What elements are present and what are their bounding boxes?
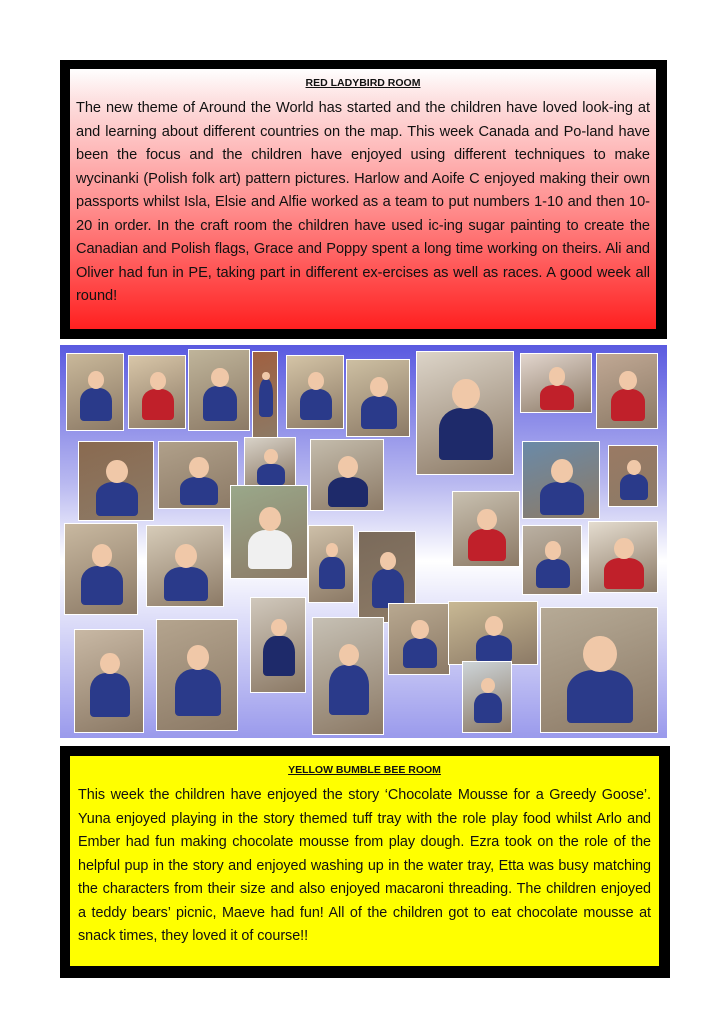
collage-photo	[522, 525, 582, 595]
photo-child-uniform	[328, 477, 368, 507]
photo-child-face	[211, 368, 228, 387]
photo-child-uniform	[468, 529, 506, 561]
collage-photo	[596, 353, 658, 429]
photo-child-uniform	[540, 385, 574, 410]
photo-child-face	[187, 645, 210, 670]
photo-child-uniform	[567, 670, 633, 723]
photo-child-face	[551, 459, 573, 483]
photo-child-face	[175, 544, 197, 568]
collage-photo	[64, 523, 138, 615]
collage-photo	[250, 597, 306, 693]
photo-child-uniform	[81, 566, 122, 605]
photo-child-uniform	[476, 635, 512, 662]
photo-child-face	[150, 372, 166, 390]
photo-child-uniform	[439, 408, 494, 460]
yellow-bumble-bee-room-panel	[60, 746, 670, 978]
photo-child-uniform	[611, 389, 646, 421]
photo-child-face	[549, 367, 566, 385]
photo-child-face	[339, 644, 359, 666]
collage-photo	[66, 353, 124, 431]
photo-child-uniform	[248, 530, 292, 569]
photo-child-uniform	[257, 464, 285, 485]
photo-child-uniform	[203, 386, 238, 420]
photo-child-face	[452, 379, 479, 409]
yellow-bumble-bee-room-heading: YELLOW BUMBLE BEE ROOM	[288, 764, 441, 776]
photo-child-uniform	[536, 559, 570, 588]
photo-child-face	[380, 552, 396, 570]
collage-photo	[128, 355, 186, 429]
collage-photo	[388, 603, 450, 675]
red-ladybird-room-heading: RED LADYBIRD ROOM	[305, 77, 421, 89]
red-ladybird-room-panel	[60, 60, 667, 339]
photo-child-uniform	[319, 557, 345, 590]
photo-child-face	[370, 377, 388, 397]
collage-photo	[146, 525, 224, 607]
collage-photo	[462, 661, 512, 733]
collage-photo	[156, 619, 238, 731]
collage-photo	[416, 351, 514, 475]
photo-child-face	[583, 636, 616, 672]
collage-photo	[158, 441, 238, 509]
collage-photo	[308, 525, 354, 603]
collage-photo	[452, 491, 520, 567]
photo-child-uniform	[361, 396, 397, 429]
photo-child-uniform	[142, 389, 174, 420]
collage-photo	[244, 437, 296, 487]
photo-child-uniform	[175, 669, 221, 716]
photo-child-face	[189, 457, 208, 478]
collage-photo	[346, 359, 410, 437]
photo-child-uniform	[300, 389, 332, 420]
photo-child-face	[100, 653, 120, 675]
collage-photo	[74, 629, 144, 733]
collage-photo	[588, 521, 658, 593]
photo-child-face	[264, 449, 278, 464]
collage-photo	[252, 351, 278, 441]
photo-child-uniform	[80, 388, 112, 421]
photo-child-uniform	[90, 673, 129, 717]
photo-child-face	[614, 538, 634, 560]
collage-photo	[608, 445, 658, 507]
photo-child-uniform	[474, 693, 502, 723]
photo-child-face	[271, 619, 287, 636]
photo-child-face	[485, 616, 503, 636]
photo-child-face	[88, 371, 104, 389]
photo-child-face	[627, 460, 641, 475]
photo-child-uniform	[403, 638, 438, 668]
red-ladybird-room-text: The new theme of Around the World has started and the children have loved look-ing at and learning about different countries on the map. This week Canada and Po-land have been the focus and the children have enjoyed using different techniques to make wycinanki (Polish folk art) pattern pictures. Harlow and Aoife C enjoyed making their own passports whilst Isla, Elsie and Alfie worked as a team to put numbers 1-10 and then 10-20 in order. In the craft room the children have used ic-ing sugar painting to create the Canadian and Polish flags, Grace and Poppy spent a long time working on theirs. Ali and Oliver had fun in PE, taking part in different ex-ercises as well as races. A good week all round!	[76, 100, 650, 304]
photo-child-face	[106, 460, 127, 483]
red-ladybird-room-box	[70, 69, 656, 329]
photo-child-uniform	[329, 665, 369, 715]
photo-child-uniform	[180, 477, 218, 506]
collage-photo	[540, 607, 658, 733]
photo-child-uniform	[164, 567, 208, 601]
collage-photo	[188, 349, 250, 431]
photo-child-face	[326, 543, 339, 557]
photo-child-face	[92, 544, 113, 567]
collage-photo	[310, 439, 384, 511]
collage-photo	[230, 485, 308, 579]
photo-child-uniform	[259, 379, 274, 417]
photo-child-uniform	[620, 474, 648, 500]
collage-photo	[520, 353, 592, 413]
photo-child-face	[619, 371, 636, 390]
photo-collage	[60, 345, 667, 738]
photo-child-face	[545, 541, 562, 559]
collage-photo	[522, 441, 600, 519]
collage-photo	[312, 617, 384, 735]
photo-child-face	[308, 372, 324, 390]
photo-child-face	[477, 509, 496, 530]
photo-child-face	[481, 678, 495, 693]
photo-child-face	[338, 456, 358, 478]
yellow-bumble-bee-room-text: This week the children have enjoyed the story ‘Chocolate Mousse for a Greedy Goose’. Yuna enjoyed playing in the story themed tuff tray with the role play food whilst Arlo and Ember had fun making chocolate mousse from play dough. Ezra took on the role of the helpful pup in the story and enjoyed washing up in the water tray, Etta was busy matching the characters from their size and also enjoyed macaroni threading. The children enjoyed a teddy bears’ picnic, Maeve had fun! All of the children got to eat chocolate mousse at snack times, they loved it of course!!	[78, 787, 651, 944]
photo-child-uniform	[96, 482, 139, 516]
photo-child-uniform	[263, 636, 294, 676]
photo-child-face	[259, 507, 281, 531]
yellow-bumble-bee-room-box	[70, 756, 659, 966]
photo-child-face	[411, 620, 428, 639]
photo-child-uniform	[540, 482, 584, 515]
collage-photo	[78, 441, 154, 521]
collage-photo	[448, 601, 538, 665]
collage-photo	[286, 355, 344, 429]
photo-child-face	[262, 372, 269, 380]
photo-child-uniform	[604, 558, 643, 588]
